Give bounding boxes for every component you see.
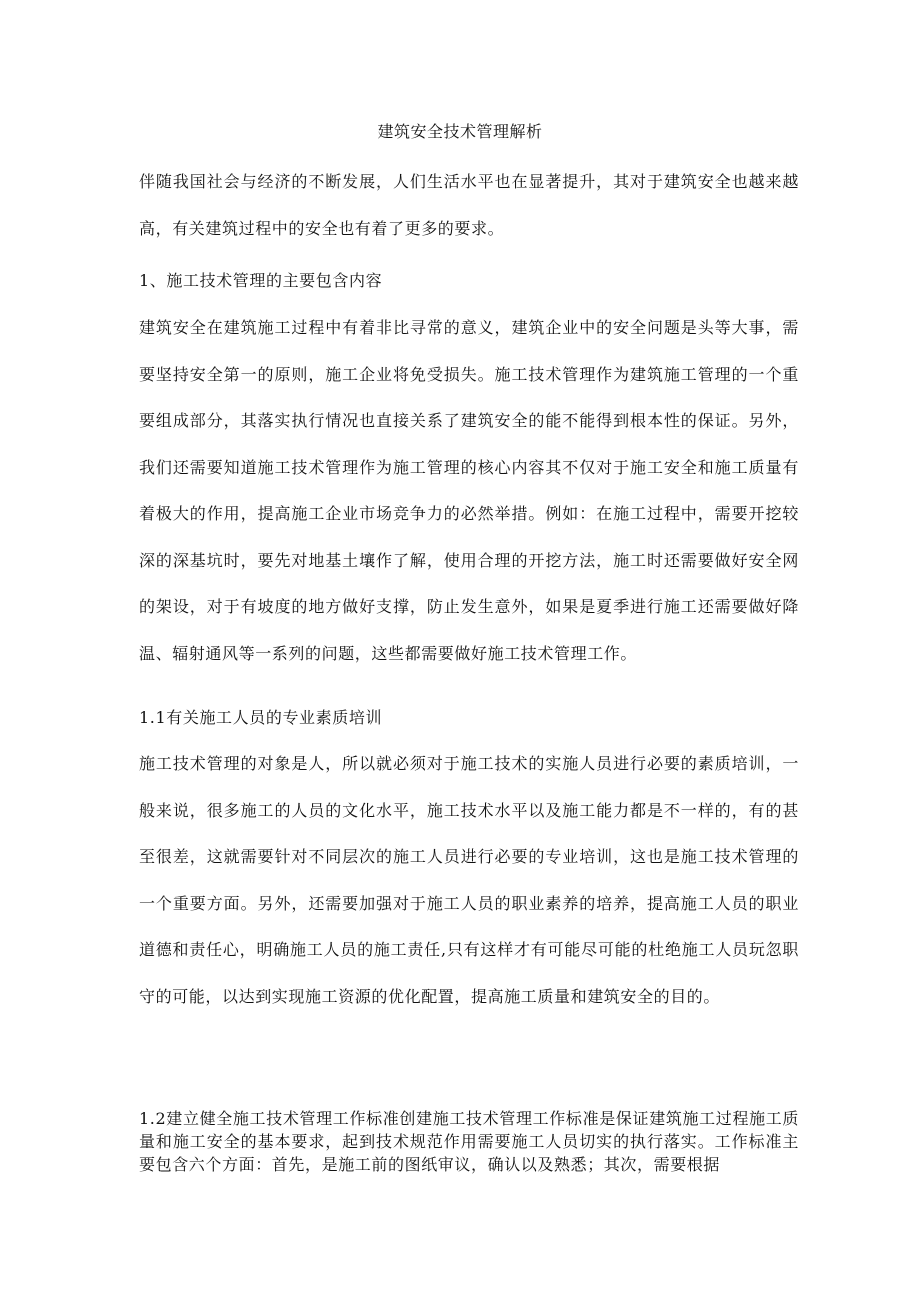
section-heading-1-1: 1.1有关施工人员的专业素质培训: [139, 708, 383, 727]
document-title: 建筑安全技术管理解析: [377, 122, 543, 141]
section-1-2-paragraph: 1.2建立健全施工技术管理工作标准创建施工技术管理工作标准是保证建筑施工过程施工质量和施工安全的基本要求，起到技术规范作用需要施工人员切实的执行落实。工作标准主要包含六个方面：首先，是施工前的图纸审议，确认以及熟悉；其次，需要根据: [139, 1109, 799, 1174]
section-1-1-paragraph: 施工技术管理的对象是人，所以就必须对于施工技术的实施人员进行必要的素质培训，一般来说，很多施工的人员的文化水平，施工技术水平以及施工能力都是不一样的，有的甚至很差，这就需要针对不同层次的施工人员进行必要的专业培训，这也是施工技术管理的一个重要方面。另外，还需要加强对于施工人员的职业素养的培养，提高施工人员的职业道德和责任心，明确施工人员的施工责任,只有这样才有可能尽可能的杜绝施工人员玩忽职守的可能，以达到实现施工资源的优化配置，提高施工质量和建筑安全的目的。: [139, 754, 799, 1006]
section-heading-1: 1、施工技术管理的主要包含内容: [139, 271, 383, 290]
section-1-paragraph: 建筑安全在建筑施工过程中有着非比寻常的意义，建筑企业中的安全问题是头等大事，需要坚持安全第一的原则，施工企业将免受损失。施工技术管理作为建筑施工管理的一个重要组成部分，其落实执行情况也直接关系了建筑安全的能不能得到根本性的保证。另外，我们还需要知道施工技术管理作为施工管理的核心内容其不仅对于施工安全和施工质量有着极大的作用，提高施工企业市场竞争力的必然举措。例如：在施工过程中，需要开挖较深的深基坑时，要先对地基土壤作了解，使用合理的开挖方法，施工时还需要做好安全网的架设，对于有坡度的地方做好支撑，防止发生意外，如果是夏季进行施工还需要做好降温、辐射通风等一系列的问题，这些都需要做好施工技术管理工作。: [139, 318, 799, 663]
intro-paragraph: 伴随我国社会与经济的不断发展，人们生活水平也在显著提升，其对于建筑安全也越来越高，有关建筑过程中的安全也有着了更多的要求。: [139, 172, 799, 238]
